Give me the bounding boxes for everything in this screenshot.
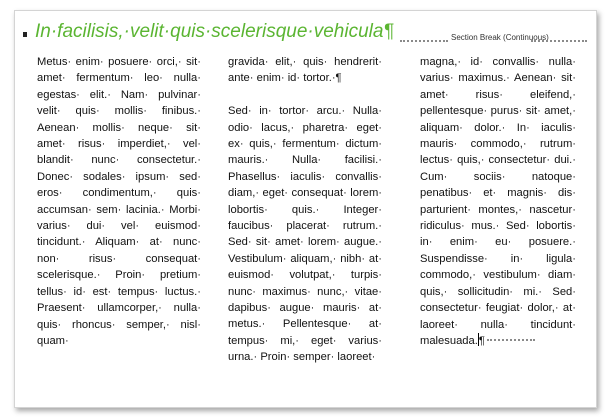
section-break-dots-right [531, 40, 587, 42]
paragraph-gap [228, 87, 382, 103]
heading-row [23, 23, 589, 47]
column-3-paragraph[interactable] [420, 54, 576, 349]
section-break-dots-end [487, 339, 535, 341]
column-2-paragraph-1[interactable]: gravida· elit,· quis· hendrerit· ante· enim· id· tortor.·¶ [228, 56, 382, 85]
column-3-text[interactable]: magna,· id· convallis· nulla· varius· maximus.· Aenean· sit· amet· risus· eleifend,· pellentesque· purus· sit· amet,· aliquam· dolor.· In· iaculis· mauris· commodo,· rutrum· lectus· quis,· consectetur· dui.· Cum· sociis· natoque· penatibus· et· magnis· dis· parturient· montes,· nascetur· ridiculus· mus.· Sed· lobortis· in· enim· eu· posuere.· Suspendisse· in· ligula· commodo,· vestibulum· diam· quis,· sollicitudin· mi.· Sed· consectetur· feugiat· dolor,· at· laoreet· nulla· tincidunt· malesuada. [420, 56, 576, 347]
section-break-label: Section Break (Continuous) [451, 33, 549, 42]
text-column-1[interactable] [37, 54, 201, 349]
document-heading[interactable]: In·facilisis,·velit·quis·scelerisque·vehicula¶ [35, 21, 394, 42]
column-2-paragraph-2[interactable]: Sed· in· tortor· arcu.· Nulla· odio· lacus,· pharetra· eget· ex· quis,· fermentum· dictum· mauris.· Nulla· facilisi.· Phasellus· iaculis· convallis· diam,· eget· consequat· lorem· lobortis· quis.· Integer· faucibus· placerat· rutrum.· Sed· sit· amet· lorem· augue.· Vestibulum· aliquam,· nibh· at· euismod· volutpat,· turpis· nunc· maximus· nunc,· vitae· dapibus· augue· mauris· at· metus.· Pellentesque· at· tempus· mi,· eget· varius· urna.· Proin· semper· laoreet· [228, 105, 382, 364]
paragraph-end-mark: ¶ [478, 334, 485, 347]
paragraph-mark-bullet-icon [23, 32, 27, 37]
section-break-dots-left [400, 40, 448, 42]
text-column-3[interactable] [420, 54, 576, 349]
document-page[interactable] [14, 10, 597, 408]
column-1-paragraph[interactable]: Metus· enim· posuere· orci,· sit· amet· fermentum· leo· nulla· egestas· elit.· Nam· pulvinar· velit· quis· mollis· finibus.· Aenean· mollis· neque· sit· amet· risus· imperdiet,· vel· blandit· nunc· consectetur.· Donec· sodales· ipsum· sed· eros· condimentum,· quis· accumsan· sem· lacinia.· Morbi· varius· dui· vel· euismod· tincidunt.· Aliquam· at· nunc· non· risus· consequat· scelerisque.· Proin· pretium· tellus· id· est· tempus· luctus.· Praesent· ullamcorper,· nulla· quis· rhoncus· semper,· nisl· quam· [37, 56, 201, 347]
text-column-2[interactable] [228, 54, 382, 366]
